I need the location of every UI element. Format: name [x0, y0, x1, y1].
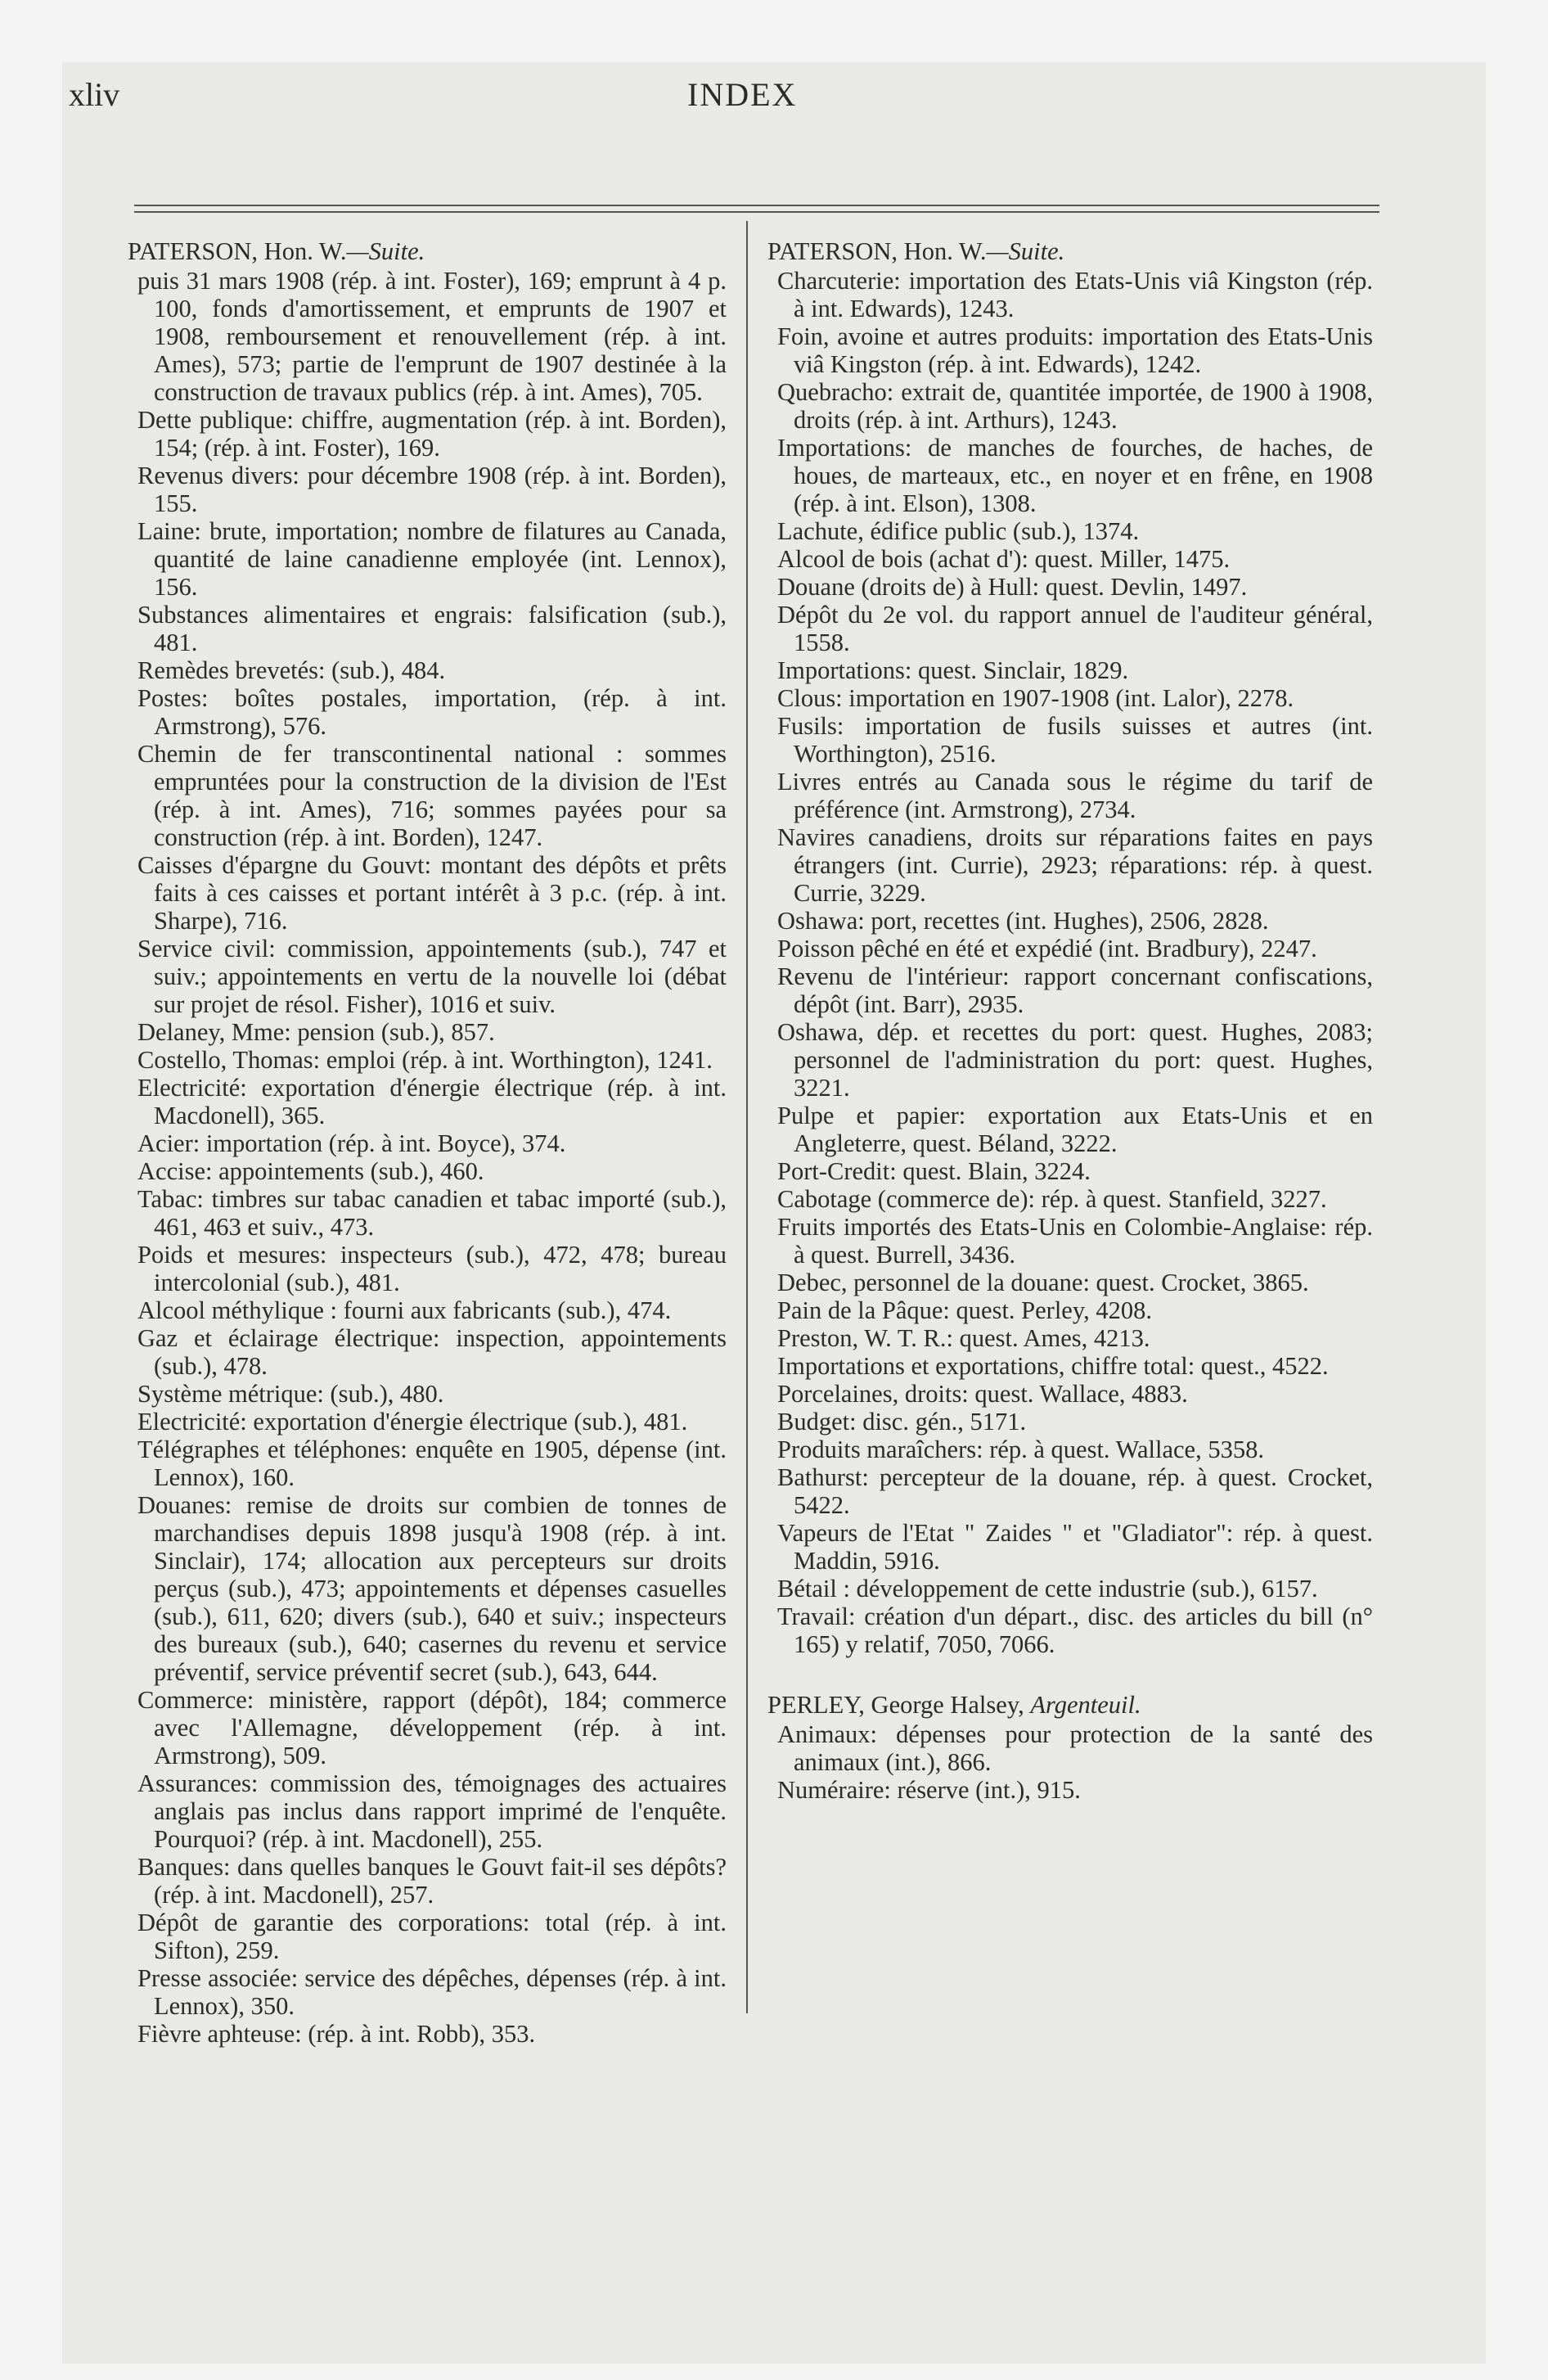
index-entry: Système métrique: (sub.), 480.: [137, 1380, 444, 1408]
heading-suffix: Argenteuil.: [1030, 1691, 1141, 1719]
index-entry: Substances alimentaires et engrais: falsification (sub.), 481.: [137, 601, 727, 656]
index-entry: Revenus divers: pour décembre 1908 (rép. à int. Borden), 155.: [137, 462, 727, 517]
index-entry: Douane (droits de) à Hull: quest. Devlin, 1497.: [777, 573, 1248, 601]
index-entry: Revenu de l'intérieur: rapport concernant confiscations, dépôt (int. Barr), 2935.: [777, 962, 1373, 1018]
index-entry: Presse associée: service des dépêches, dépenses (rép. à int. Lennox), 350.: [137, 1964, 727, 2020]
heading-name: PATERSON, Hon. W.: [767, 237, 987, 265]
index-entry: Livres entrés au Canada sous le régime du tarif de préférence (int. Armstrong), 2734.: [777, 768, 1373, 823]
index-entry: Quebracho: extrait de, quantitée importée, de 1900 à 1908, droits (rép. à int. Arthurs), 1243.: [777, 378, 1373, 434]
index-entry: Accise: appointements (sub.), 460.: [137, 1157, 484, 1185]
index-entry: Porcelaines, droits: quest. Wallace, 4883.: [777, 1380, 1188, 1408]
heading-suffix: —Suite.: [346, 237, 425, 265]
entry-heading-perley: [767, 1691, 1373, 1719]
index-entry: Dette publique: chiffre, augmentation (rép. à int. Borden), 154; (rép. à int. Foster), 169.: [137, 406, 727, 462]
index-entry: Tabac: timbres sur tabac canadien et tabac importé (sub.), 461, 463 et suiv., 473.: [137, 1185, 727, 1241]
index-entry: Vapeurs de l'Etat " Zaides " et "Gladiator": rép. à quest. Maddin, 5916.: [777, 1519, 1373, 1575]
index-entry: Bétail : développement de cette industrie (sub.), 6157.: [777, 1575, 1318, 1602]
index-entry: Banques: dans quelles banques le Gouvt fait-il ses dépôts? (rép. à int. Macdonell), 257.: [137, 1853, 727, 1909]
index-entry: Port-Credit: quest. Blain, 3224.: [777, 1157, 1091, 1185]
entry-heading: [767, 237, 1373, 265]
page-number: xliv: [69, 76, 120, 113]
column-divider: [746, 221, 748, 2013]
index-entry: Oshawa, dép. et recettes du port: quest. Hughes, 2083; personnel de l'administration du port: quest. Hughes, 3221.: [777, 1018, 1373, 1102]
right-column: [767, 237, 1373, 1804]
header-rule-bottom: [134, 211, 1379, 213]
index-entry: Animaux: dépenses pour protection de la santé des animaux (int.), 866.: [777, 1720, 1373, 1776]
index-entry: Gaz et éclairage électrique: inspection, appointements (sub.), 478.: [137, 1324, 727, 1380]
index-entry: Delaney, Mme: pension (sub.), 857.: [137, 1018, 495, 1046]
index-entry: Assurances: commission des, témoignages des actuaires anglais pas inclus dans rapport imprimé de l'enquête. Pourquoi? (rép. à int. Macdonell), 255.: [137, 1769, 727, 1853]
perley-entry-list: [777, 1720, 1373, 1804]
index-entry: Produits maraîchers: rép. à quest. Wallace, 5358.: [777, 1436, 1264, 1463]
page-title: INDEX: [687, 76, 798, 113]
index-entry: Oshawa: port, recettes (int. Hughes), 2506, 2828.: [777, 907, 1269, 935]
index-entry: Navires canadiens, droits sur réparations faites en pays étrangers (int. Currie), 2923; réparations: rép. à quest. Currie, 3229.: [777, 823, 1373, 907]
heading-name: PATERSON, Hon. W.: [128, 237, 347, 265]
index-entry: Charcuterie: importation des Etats-Unis viâ Kingston (rép. à int. Edwards), 1243.: [777, 267, 1373, 322]
index-entry: Electricité: exportation d'énergie électrique (rép. à int. Macdonell), 365.: [137, 1074, 727, 1129]
index-entry: Lachute, édifice public (sub.), 1374.: [777, 517, 1140, 545]
index-entry: Travail: création d'un départ., disc. des articles du bill (n° 165) y relatif, 7050, 7066.: [777, 1602, 1373, 1658]
index-entry: Dépôt du 2e vol. du rapport annuel de l'auditeur général, 1558.: [777, 601, 1373, 656]
left-entry-list: [137, 267, 727, 2048]
index-entry: Importations: de manches de fourches, de haches, de houes, de marteaux, etc., en noyer et en frêne, en 1908 (rép. à int. Elson), 1308.: [777, 434, 1373, 517]
index-entry: Pain de la Pâque: quest. Perley, 4208.: [777, 1296, 1152, 1324]
index-entry: Caisses d'épargne du Gouvt: montant des dépôts et prêts faits à ces caisses et portant intérêt à 3 p.c. (rép. à int. Sharpe), 716.: [137, 851, 727, 935]
index-entry: Clous: importation en 1907-1908 (int. Lalor), 2278.: [777, 684, 1294, 712]
index-entry: Poisson pêché en été et expédié (int. Bradbury), 2247.: [777, 935, 1317, 962]
index-entry: Budget: disc. gén., 5171.: [777, 1408, 1027, 1436]
index-entry: Fièvre aphteuse: (rép. à int. Robb), 353.: [137, 2020, 536, 2048]
index-entry: Laine: brute, importation; nombre de filatures au Canada, quantité de laine canadienne employée (int. Lennox), 156.: [137, 517, 727, 601]
index-entry: Cabotage (commerce de): rép. à quest. Stanfield, 3227.: [777, 1185, 1327, 1213]
heading-name: PERLEY, George Halsey,: [767, 1691, 1024, 1719]
index-entry: Importations: quest. Sinclair, 1829.: [777, 656, 1129, 684]
index-entry: Dépôt de garantie des corporations: total (rép. à int. Sifton), 259.: [137, 1909, 727, 1964]
entry-heading: [128, 237, 727, 265]
index-entry: Alcool de bois (achat d'): quest. Miller, 1475.: [777, 545, 1231, 573]
index-entry: Preston, W. T. R.: quest. Ames, 4213.: [777, 1324, 1150, 1352]
index-entry: Service civil: commission, appointements (sub.), 747 et suiv.; appointements en vertu de la nouvelle loi (débat sur projet de résol. Fisher), 1016 et suiv.: [137, 935, 727, 1018]
index-entry: Commerce: ministère, rapport (dépôt), 184; commerce avec l'Allemagne, développement (rép. à int. Armstrong), 509.: [137, 1686, 727, 1769]
index-entry: Importations et exportations, chiffre total: quest., 4522.: [777, 1352, 1329, 1380]
header-rule-top: [134, 205, 1379, 206]
index-entry: Chemin de fer transcontinental national : sommes empruntées pour la construction de la division de l'Est (rép. à int. Ames), 716; sommes payées pour sa construction (rép. à int. Borden), 1247.: [137, 740, 727, 851]
index-entry: Poids et mesures: inspecteurs (sub.), 472, 478; bureau intercolonial (sub.), 481.: [137, 1241, 727, 1296]
index-entry: Douanes: remise de droits sur combien de tonnes de marchandises depuis 1898 jusqu'à 1908 (rép. à int. Sinclair), 174; allocation aux percepteurs sur droits perçus (sub.), 473; appointements et dépenses casuelles (sub.), 611, 620; divers (sub.), 640 et suiv.; inspecteurs des bureaux (sub.), 640; casernes du revenu et service préventif, service préventif secret (sub.), 643, 644.: [137, 1491, 727, 1686]
left-column: [128, 237, 727, 2048]
index-entry: Costello, Thomas: emploi (rép. à int. Worthington), 1241.: [137, 1046, 713, 1074]
right-entry-list: [777, 267, 1373, 1658]
index-entry: Acier: importation (rép. à int. Boyce), 374.: [137, 1129, 566, 1157]
index-entry: Postes: boîtes postales, importation, (rép. à int. Armstrong), 576.: [137, 684, 727, 740]
index-entry: Fruits importés des Etats-Unis en Colombie-Anglaise: rép. à quest. Burrell, 3436.: [777, 1213, 1373, 1269]
index-entry: Pulpe et papier: exportation aux Etats-Unis et en Angleterre, quest. Béland, 3222.: [777, 1102, 1373, 1157]
index-entry: Foin, avoine et autres produits: importation des Etats-Unis viâ Kingston (rép. à int. Edwards), 1242.: [777, 322, 1373, 378]
index-entry: Bathurst: percepteur de la douane, rép. à quest. Crocket, 5422.: [777, 1463, 1373, 1519]
heading-suffix: —Suite.: [986, 237, 1065, 265]
index-entry: Electricité: exportation d'énergie électrique (sub.), 481.: [137, 1408, 688, 1436]
index-entry: Debec, personnel de la douane: quest. Crocket, 3865.: [777, 1269, 1309, 1296]
section-gap: [777, 1658, 1373, 1691]
index-entry: Fusils: importation de fusils suisses et autres (int. Worthington), 2516.: [777, 712, 1373, 768]
index-entry: Numéraire: réserve (int.), 915.: [777, 1776, 1081, 1804]
index-entry: Télégraphes et téléphones: enquête en 1905, dépense (int. Lennox), 160.: [137, 1436, 727, 1491]
index-entry: Alcool méthylique : fourni aux fabricants (sub.), 474.: [137, 1296, 672, 1324]
index-entry: puis 31 mars 1908 (rép. à int. Foster), 169; emprunt à 4 p. 100, fonds d'amortissement, et emprunts de 1907 et 1908, remboursement et renouvellement (rép. à int. Ames), 573; partie de l'emprunt de 1907 destinée à la construction de travaux publics (rép. à int. Ames), 705.: [137, 267, 727, 406]
index-entry: Remèdes brevetés: (sub.), 484.: [137, 656, 446, 684]
